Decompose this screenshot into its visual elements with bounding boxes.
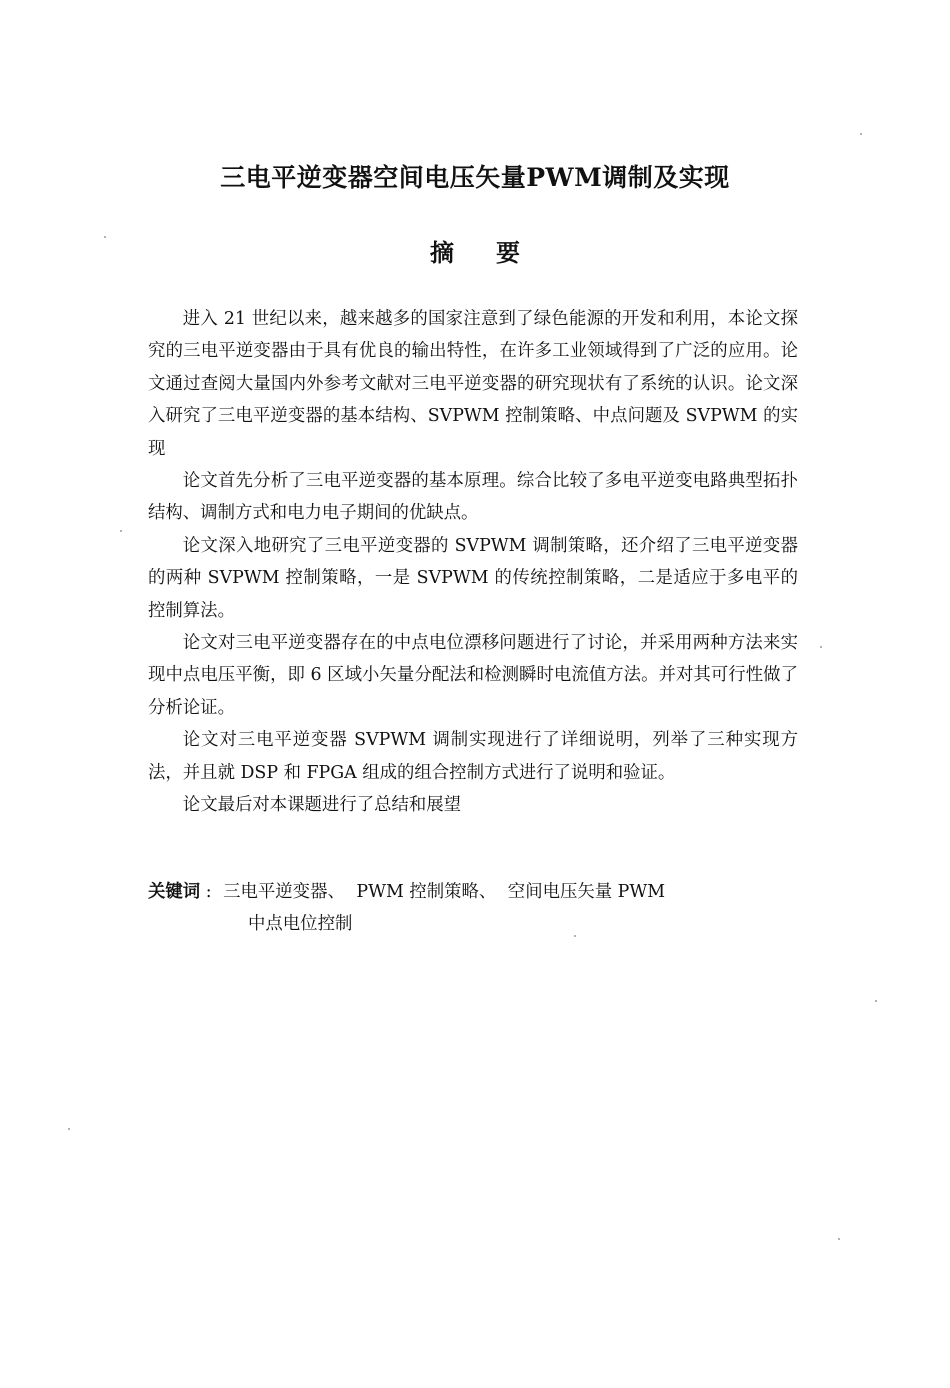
abstract-body xyxy=(148,303,798,822)
scan-speck xyxy=(838,1238,840,1240)
keywords-line-2: 中点电位控制 xyxy=(248,914,353,934)
scan-speck xyxy=(860,133,862,135)
scan-speck xyxy=(120,530,122,532)
abstract-heading: 摘要 xyxy=(430,238,562,267)
paper-title: 三电平逆变器空间电压矢量PWM调制及实现 xyxy=(220,163,730,192)
keywords-line-1 xyxy=(148,876,798,908)
abstract-paragraph-6: 论文最后对本课题进行了总结和展望 xyxy=(182,795,462,816)
scan-speck xyxy=(574,935,576,937)
abstract-paragraph-2: 论文首先分析了三电平逆变器的基本原理。综合比较了多电平逆变电路典型拓扑结构、调制方式和电力电子期间的优缺点。 xyxy=(148,471,798,524)
keyword-item: PWM 控制策略、 xyxy=(356,882,497,902)
abstract-paragraph-1: 进入 21 世纪以来，越来越多的国家注意到了绿色能源的开发和利用，本论文探究的三电平逆变器由于具有优良的输出特性，在许多工业领域得到了广泛的应用。论文通过查阅大量国内外参考文献对三电平逆变器的研究现状有了系统的认识。论文深入研究了三电平逆变器的基本结构、SVPWM 控制策略、中点问题及 SVPWM 的实现 xyxy=(148,309,798,459)
scan-speck xyxy=(68,1128,70,1130)
abstract-paragraph-3: 论文深入地研究了三电平逆变器的 SVPWM 调制策略，还介绍了三电平逆变器的两种 SVPWM 控制策略，一是 SVPWM 的传统控制策略，二是适应于多电平的控制算法。 xyxy=(148,535,798,621)
abstract-paragraph-5: 论文对三电平逆变器 SVPWM 调制实现进行了详细说明，列举了三种实现方法，并且就 DSP 和 FPGA 组成的组合控制方式进行了说明和验证。 xyxy=(148,730,798,783)
keywords-separator: : xyxy=(205,882,212,902)
keywords-section xyxy=(148,876,798,940)
abstract-paragraph-4: 论文对三电平逆变器存在的中点电位漂移问题进行了讨论，并采用两种方法来实现中点电压平衡，即 6 区域小矢量分配法和检测瞬时电流值方法。并对其可行性做了分析论证。 xyxy=(148,633,798,718)
scan-speck xyxy=(820,646,822,648)
keyword-item: 三电平逆变器、 xyxy=(223,882,345,902)
keyword-item: 空间电压矢量 PWM xyxy=(507,882,666,902)
scan-speck xyxy=(875,1000,877,1002)
keywords-label: 关键词 xyxy=(148,882,201,902)
scan-speck xyxy=(104,236,106,238)
